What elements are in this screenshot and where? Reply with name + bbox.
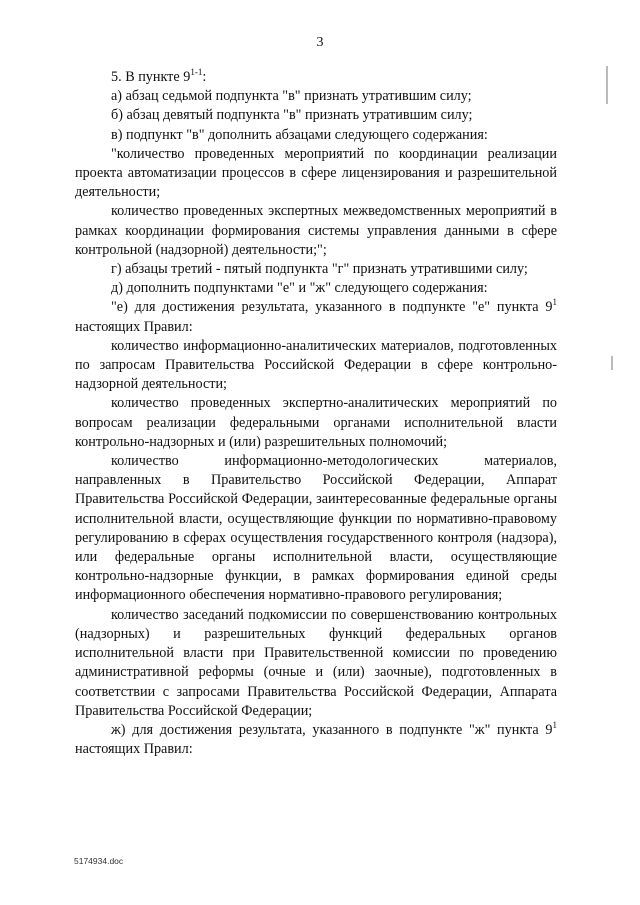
paragraph-12: количество информационно-методологических материалов, направленных в Правительство Российской Федерации, Аппарат Правительства Российской Федерации, заинтересованные федеральные органы исполнительной власти, осуществляющие функции по нормативно-правовому регулированию в сферах осуществления государственного контроля (надзора), или федеральные органы исполнительной власти, осуществляющие контрольно-надзорные функции, в рамках формирования единой среды информационного обеспечения нормативно-правового регулирования; (75, 453, 557, 604)
paragraph-8: д) дополнить подпунктами "е" и "ж" следующего содержания: (111, 280, 488, 297)
paragraph-2: а) абзац седьмой подпункта "в" признать утратившим силу; (111, 88, 472, 105)
paragraph-4: в) подпункт "в" дополнить абзацами следующего содержания: (111, 126, 488, 143)
paragraph-6: количество проведенных экспертных межведомственных мероприятий в рамках координации формирования системы управления данными в сфере контрольной (надзорной) деятельности;"; (75, 203, 557, 258)
scan-margin-mark (606, 66, 608, 104)
paragraph-14: ж) для достижения результата, указанного в подпункте "ж" пункта $9^1$ настоящих Правил: (75, 719, 557, 758)
footer-doc-id: 5174934.doc (74, 856, 124, 866)
paragraph-1: 5. В пункте 9$^{1-1}$: (111, 67, 207, 85)
paragraph-10: количество информационно-аналитических материалов, подготовленных по запросам Правительства Российской Федерации в сфере контрольно-надзорной деятельности; (75, 337, 557, 393)
paragraph-11: количество проведенных экспертно-аналитических мероприятий по вопросам реализации федеральными органами исполнительной власти контрольно-надзорных и (или) разрешительных полномочий; (75, 395, 557, 450)
scan-margin-mark (611, 356, 613, 370)
page-number: 3 (316, 35, 324, 50)
paragraph-3: б) абзац девятый подпункта "в" признать утратившим силу; (111, 107, 473, 124)
document-body (75, 68, 557, 759)
paragraph-13: количество заседаний подкомиссии по совершенствованию контрольных (надзорных) и разрешительных функций федеральных органов исполнительной власти при Правительственной комиссии по проведению административной реформы (очные и (или) заочные), подготовленных в соответствии с запросами Правительства Российской Федерации, Аппарата Правительства Российской Федерации; (75, 606, 557, 719)
paragraph-7: г) абзацы третий - пятый подпункта "г" признать утратившими силу; (111, 261, 528, 278)
paragraph-9: "е) для достижения результата, указанного в подпункте "е" пункта $9^1$ настоящих Правил: (75, 297, 557, 335)
paragraph-5: "количество проведенных мероприятий по координации реализации проекта автоматизации процессов в сфере лицензирования и разрешительной деятельности; (75, 145, 557, 201)
